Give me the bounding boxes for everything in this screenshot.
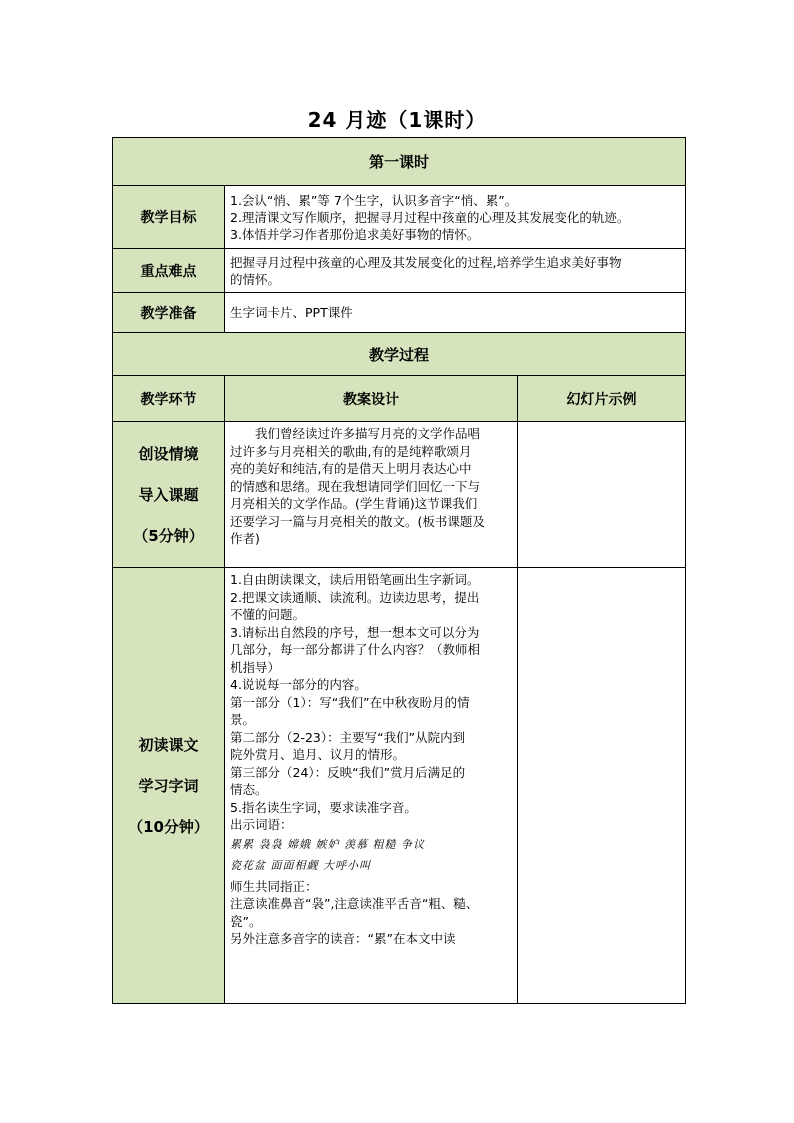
key-points-label: 重点难点 [113, 249, 225, 293]
phase-subtitle: 学习字词 [138, 777, 199, 795]
key-points-row [113, 249, 686, 293]
design-line: 另外注意多音字的读音：“累”在本文中读 [230, 931, 456, 946]
vocab-words: 瓷花盆 面面相觑 大呼小叫 [230, 859, 371, 872]
design-line: 4.说说每一部分的内容。 [230, 677, 367, 692]
vocab-words: 累累 袅袅 嫦娥 嫉妒 羡慕 粗糙 争议 [230, 837, 425, 851]
phase-design-cell [225, 422, 518, 568]
design-line: 几部分，每一部分都讲了什么内容？（教师相 [230, 642, 481, 657]
session-header: 第一课时 [113, 138, 686, 186]
preparation-row [113, 293, 686, 333]
goals-label: 教学目标 [113, 186, 225, 249]
design-line: 我们曾经读过许多描写月亮的文学作品唱 [255, 426, 481, 441]
design-line: 不懂的问题。 [230, 607, 306, 622]
column-header-design: 教案设计 [225, 376, 518, 422]
column-header-row [113, 376, 686, 422]
key-points-content [225, 249, 686, 293]
design-line: 月亮相关的文学作品。(学生背诵)这节课我们 [230, 496, 478, 511]
key-point-line: 的情怀。 [230, 271, 281, 287]
design-line: 第二部分（2-23）：主要写“我们”从院内到 [230, 729, 466, 745]
design-line: 情态。 [230, 782, 268, 797]
goal-line: 2.理清课文写作顺序，把握寻月过程中孩童的心理及其发展变化的轨迹。 [230, 209, 630, 225]
phase-slides-cell [518, 422, 686, 568]
phase-duration: （5分钟） [133, 527, 204, 545]
phase-design-cell [225, 568, 518, 1004]
key-point-line: 把握寻月过程中孩童的心理及其发展变化的过程,培养学生追求美好事物 [230, 254, 622, 270]
goal-line: 3.体悟并学习作者那份追求美好事物的情怀。 [230, 226, 480, 242]
column-header-slides: 幻灯片示例 [518, 376, 686, 422]
phase-label-cell [113, 422, 225, 568]
design-line: 师生共同指正： [230, 878, 318, 894]
design-line: 注意读准鼻音“袅”,注意读准平舌音“粗、糙、 [230, 896, 479, 911]
goal-line: 1.会认“悄、累”等 7个生字，认识多音字“悄、累”。 [230, 192, 518, 208]
phase-slides-cell [518, 568, 686, 1004]
design-line: 作者) [230, 531, 260, 546]
design-line: 机指导） [230, 659, 281, 675]
design-line: 过许多与月亮相关的歌曲,有的是纯粹歌颂月 [230, 443, 472, 459]
phase-subtitle: 导入课题 [138, 486, 199, 504]
phase-title: 创设情境 [138, 445, 199, 463]
design-line: 2.把课文读通顺、读流利。边读边思考，提出 [230, 589, 480, 605]
design-line: 第三部分（24）：反映“我们”赏月后满足的 [230, 764, 466, 780]
phase-row [113, 568, 686, 1004]
design-line: 5.指名读生字词，要求读准字音。 [230, 799, 417, 815]
session-row [113, 138, 686, 186]
design-line: 出示词语： [230, 817, 293, 832]
design-line: 亮的美好和纯洁,有的是借天上明月表达心中 [230, 461, 472, 476]
design-line: 3.请标出自然段的序号，想一想本文可以分为 [230, 624, 480, 640]
phase-label-cell [113, 568, 225, 1004]
phase-title: 初读课文 [138, 736, 199, 754]
design-line: 院外赏月、追月、议月的情形。 [230, 747, 406, 762]
goals-row [113, 186, 686, 249]
preparation-label: 教学准备 [113, 293, 225, 333]
goals-content [225, 186, 686, 249]
design-line: 的情感和思绪。现在我想请同学们回忆一下与 [230, 478, 481, 494]
design-line: 景。 [230, 712, 256, 727]
column-header-phase: 教学环节 [113, 376, 225, 422]
design-line: 瓷”。 [230, 913, 262, 929]
design-line: 还要学习一篇与月亮相关的散文。(板书课题及 [230, 513, 485, 529]
phase-duration: （10分钟） [128, 818, 209, 836]
design-line: 1.自由朗读课文，读后用铅笔画出生字新词。 [230, 572, 480, 587]
lesson-plan-table [112, 137, 686, 1004]
page-title: 24 月迹（1课时） [307, 108, 487, 132]
process-heading: 教学过程 [113, 333, 686, 376]
preparation-content: 生字词卡片、PPT课件 [225, 293, 686, 333]
design-line: 第一部分（1）：写“我们”在中秋夜盼月的情 [230, 694, 470, 710]
process-heading-row [113, 333, 686, 376]
phase-row [113, 422, 686, 568]
